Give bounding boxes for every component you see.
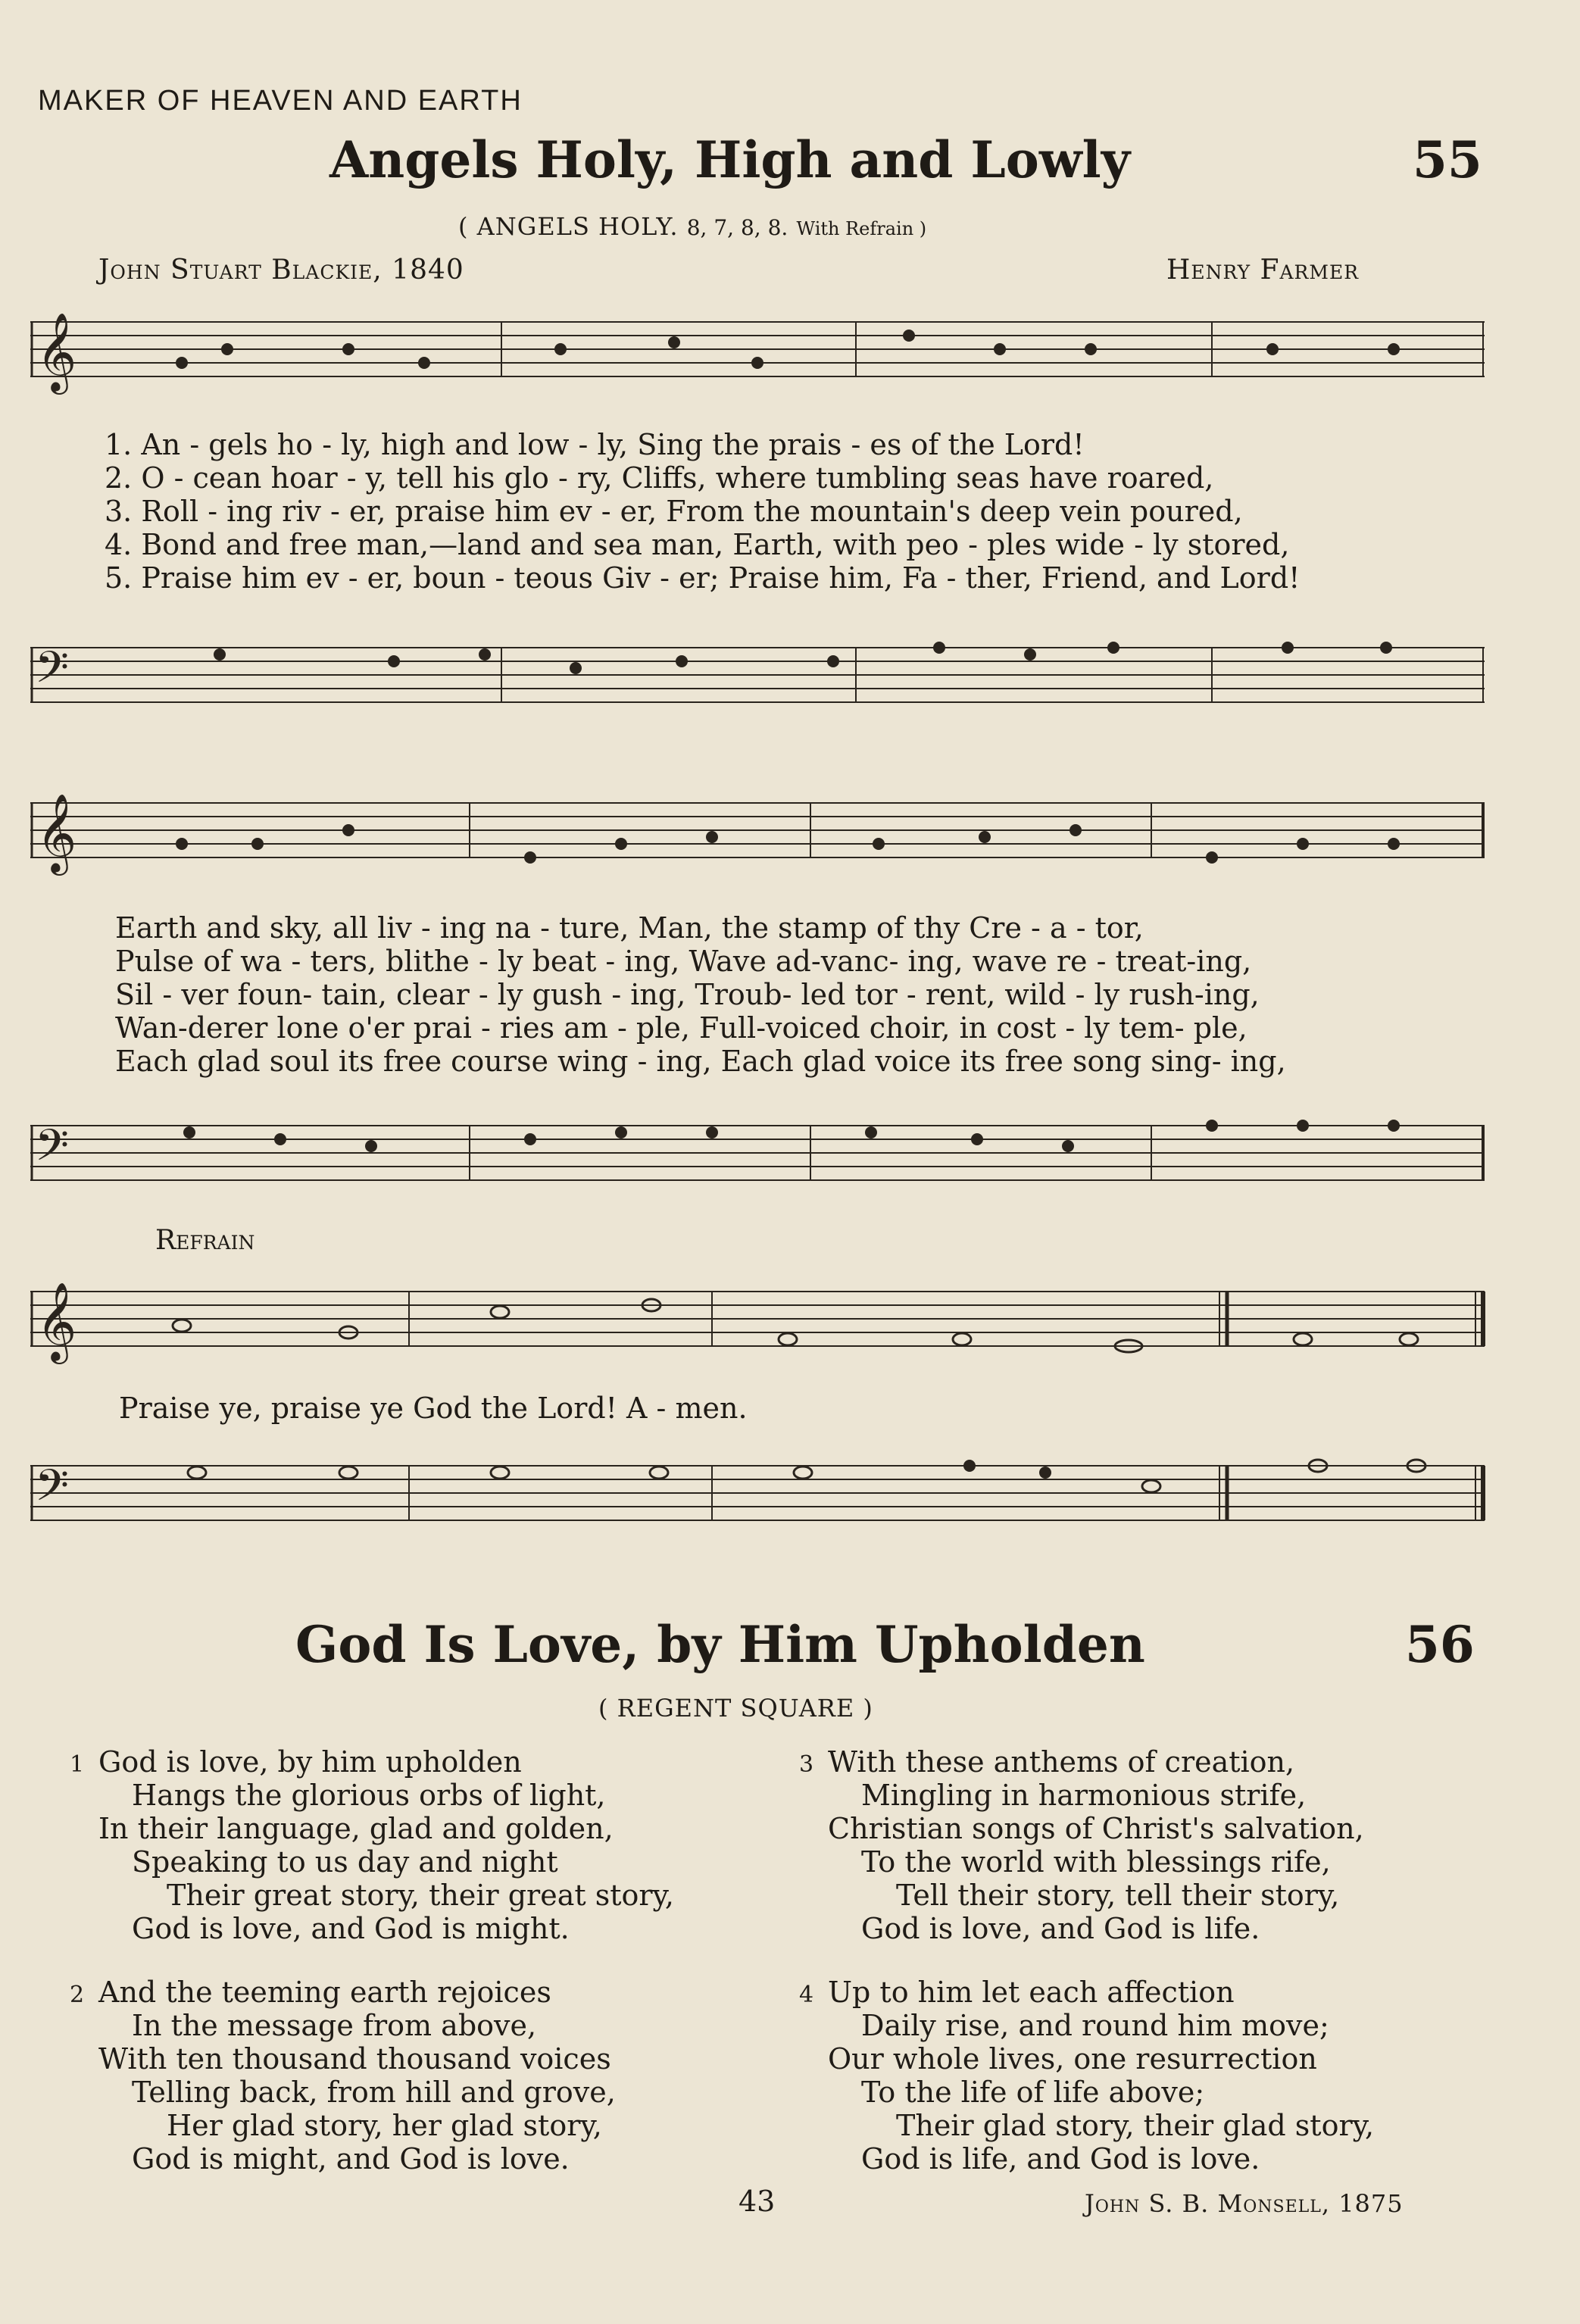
lyric-line: 5. Praise him ev - er, boun - teous Giv - er; Praise him, Fa - ther, Friend, and Lord!	[105, 561, 1301, 595]
verse-line: In their language, glad and golden,	[98, 1812, 614, 1845]
verse-line: Christian songs of Christ's salvation,	[828, 1812, 1364, 1845]
system-2-treble-staff	[30, 773, 1492, 901]
treble-clef-icon: 𝄞	[36, 793, 77, 873]
hymn-56-verse-3	[799, 1745, 1364, 1945]
verse-line: God is life, and God is love.	[861, 2142, 1260, 2176]
verse-line: Our whole lives, one resurrection	[828, 2042, 1317, 2076]
verse-line: God is love, by him upholden	[98, 1745, 522, 1779]
lyric-line: Wan-derer lone o'er prai - ries am - ple, Full-voiced choir, in cost - ly tem- ple,	[115, 1011, 1247, 1045]
verse-number: 1	[70, 1751, 85, 1778]
hymn-55-title: Angels Holy, High and Lowly	[329, 130, 1131, 189]
system-2-lyrics	[115, 911, 1286, 1078]
verse-line: And the teeming earth rejoices	[98, 1976, 551, 2009]
refrain-treble-staff	[30, 1250, 1492, 1379]
system-1-treble-staff	[30, 292, 1492, 405]
system-1-bass-staff	[30, 606, 1492, 757]
hymn-56-title: God Is Love, by Him Upholden	[295, 1615, 1145, 1674]
refrain-bass-staff	[30, 1424, 1492, 1560]
treble-clef-icon: 𝄞	[36, 1282, 77, 1361]
section-heading: MAKER OF HEAVEN AND EARTH	[38, 85, 523, 117]
lyric-line: 3. Roll - ing riv - er, praise him ev - er, From the mountain's deep vein poured,	[105, 495, 1243, 528]
system-1-lyrics	[105, 428, 1300, 595]
lyric-line: 2. O - cean hoar - y, tell his glo - ry, Cliffs, where tumbling seas have roared,	[105, 461, 1214, 495]
tune-refrain-note: With Refrain )	[796, 218, 927, 239]
bass-clef-icon: 𝄢	[35, 642, 70, 704]
verse-line: God is love, and God is life.	[861, 1912, 1260, 1945]
verse-line: To the world with blessings rife,	[861, 1845, 1331, 1879]
hymn-56-verse-1	[70, 1745, 675, 1945]
hymn-55-composer: Henry Farmer	[1166, 255, 1360, 286]
page-number: 43	[738, 2185, 776, 2218]
verse-line: Mingling in harmonious strife,	[861, 1779, 1307, 1812]
treble-clef-icon: 𝄞	[36, 312, 77, 392]
lyric-line: Each glad soul its free course wing - ing, Each glad voice its free song sing- ing,	[115, 1045, 1286, 1078]
verse-line: Hangs the glorious orbs of light,	[132, 1779, 606, 1812]
hymn-56-author: John S. B. Monsell, 1875	[1085, 2189, 1404, 2218]
lyric-line: Pulse of wa - ters, blithe - ly beat - ing, Wave ad-vanc- ing, wave re - treat-ing,	[115, 945, 1252, 978]
lyric-line: Sil - ver foun- tain, clear - ly gush - ing, Troub- led tor - rent, wild - ly rush-ing,	[115, 978, 1260, 1011]
hymn-55-number: 55	[1413, 130, 1482, 189]
hymn-56-number: 56	[1405, 1615, 1475, 1674]
lyric-line: 1. An - gels ho - ly, high and low - ly, Sing the prais - es of the Lord!	[105, 428, 1085, 461]
verse-line: To the life of life above;	[861, 2076, 1205, 2109]
bass-clef-icon: 𝄢	[35, 1460, 70, 1522]
hymn-55-tune-line	[458, 212, 926, 241]
verse-line: Their great story, their great story,	[167, 1879, 675, 1912]
refrain-label: Refrain	[155, 1225, 255, 1256]
system-2-bass-staff	[30, 1083, 1492, 1220]
verse-line: Telling back, from hill and grove,	[132, 2076, 616, 2109]
verse-line: Tell their story, tell their story,	[896, 1879, 1340, 1912]
verse-line: With these anthems of creation,	[828, 1745, 1295, 1779]
bass-clef-icon: 𝄢	[35, 1120, 70, 1182]
verse-line: With ten thousand thousand voices	[98, 2042, 611, 2076]
verse-number: 2	[70, 1982, 85, 2008]
verse-line: Daily rise, and round him move;	[861, 2009, 1329, 2042]
verse-line: Their glad story, their glad story,	[896, 2109, 1375, 2142]
lyric-line: 4. Bond and free man,—land and sea man, Earth, with peo - ples wide - ly stored,	[105, 528, 1290, 561]
verse-line: Up to him let each affection	[828, 1976, 1235, 2009]
verse-line: Her glad story, her glad story,	[167, 2109, 602, 2142]
verse-line: God is love, and God is might.	[132, 1912, 570, 1945]
verse-line: Speaking to us day and night	[132, 1845, 558, 1879]
verse-number: 3	[799, 1751, 814, 1778]
verse-line: God is might, and God is love.	[132, 2142, 570, 2176]
refrain-lyrics: Praise ye, praise ye God the Lord! A - men.	[119, 1392, 748, 1425]
lyric-line: Earth and sky, all liv - ing na - ture, Man, the stamp of thy Cre - a - tor,	[115, 911, 1144, 945]
hymn-55-author: John Stuart Blackie, 1840	[98, 255, 464, 286]
tune-meter: 8, 7, 8, 8.	[686, 215, 788, 240]
verse-number: 4	[799, 1982, 814, 2008]
hymn-56-tune-name: ( REGENT SQUARE )	[598, 1694, 873, 1723]
verse-line: In the message from above,	[132, 2009, 537, 2042]
tune-name: ( ANGELS HOLY.	[458, 212, 679, 241]
hymn-56-verse-4	[799, 1976, 1375, 2176]
hymn-56-verse-2	[70, 1976, 616, 2176]
